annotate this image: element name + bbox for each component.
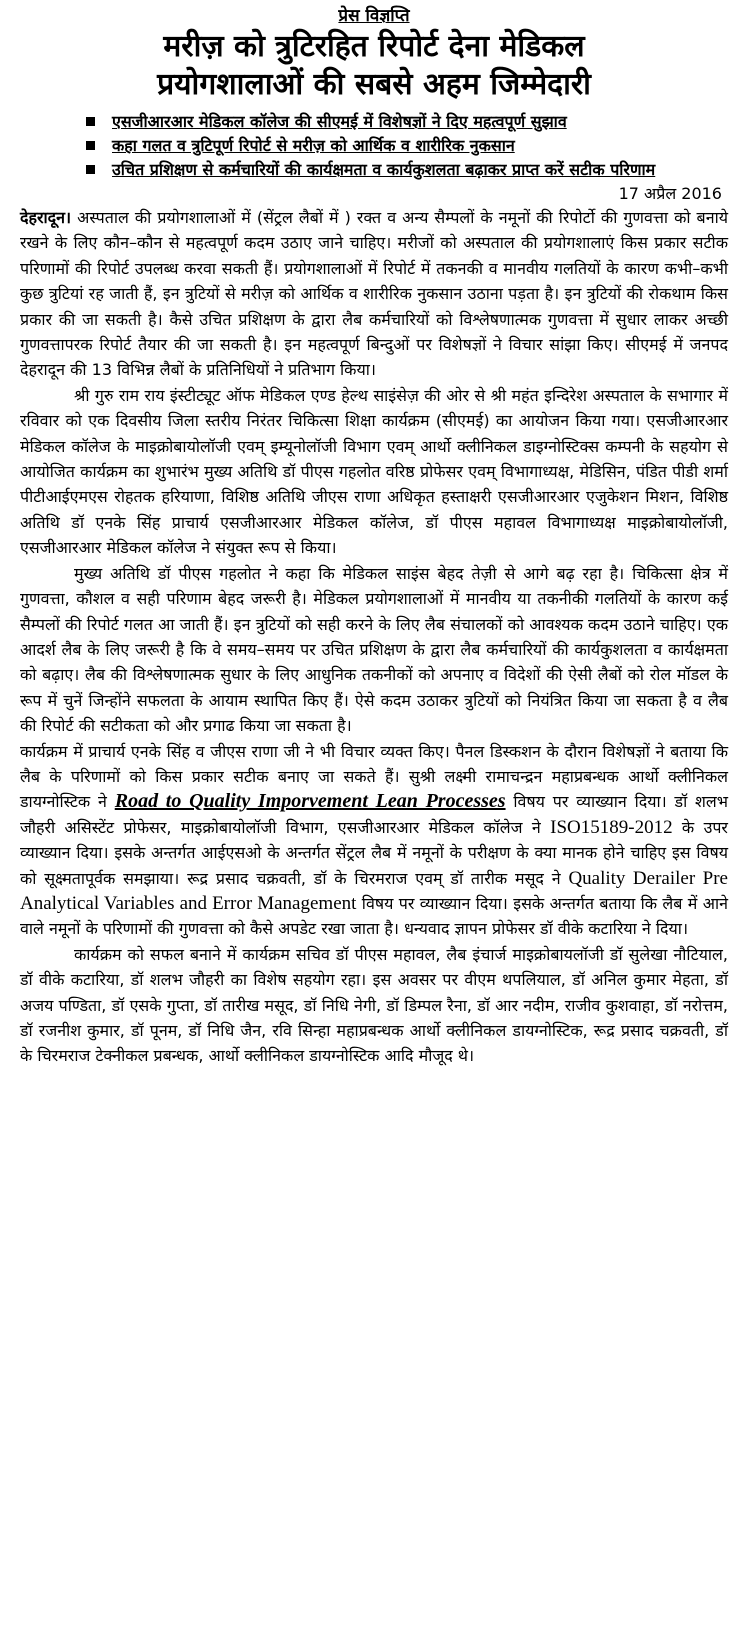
paragraph-2: श्री गुरु राम राय इंस्टीट्यूट ऑफ मेडिकल एण्ड हेल्थ साइंसेज़ की ओर से श्री महंत इन्दिरेश अस्पताल के सभागार में रविवार को एक दिवसीय जिला स्तरीय निरंतर चिकित्सा शिक्षा कार्यक्रम (सीएमई) का आयोजन किया गया। एसजीआरआर मेडिकल कॉलेज के माइक्रोबायोलॉजी एवम् इम्यूनोलॉजी विभाग एवम् आर्थो क्लीनिकल डाइग्नोस्टिक्स कम्पनी के सहयोग से आयोजित कार्यक्रम का शुभारंभ मुख्य अतिथि डॉ पीएस गहलोत वरिष्ठ प्रोफेसर एवम् विभागाध्यक्ष, मेडिसिन, पंडित पीडी शर्मा पीटीआईएमएस रोहतक हरियाणा, विशिष्ठ अतिथि जीएस राणा अधिकृत हस्ताक्षरी एसजीआरआर एजुकेशन मिशन, विशिष्ठ अतिथि डॉ एनके सिंह प्राचार्य एसजीआरआर मेडिकल कॉलेज, डॉ पीएस महावल विभागाध्यक्ष माइक्रोबायोलॉजी, एसजीआरआर मेडिकल कॉलेज ने संयुक्त रूप से किया। bbox=[20, 385, 728, 558]
paragraph-4-text-c: के उपर व्याख्यान दिया। इसके अन्तर्गत आईएसओ के अन्तर्गत सेंट्रल लैब में नमूनों के परीक्षण के क्या मानक होने चाहिए इस विषय को सूक्ष्मतापूर्वक समझाया। रूद्र प्रसाद चक्रवती, डॉ के चिरमराज एवम् डॉ तारीक मसूद ने bbox=[20, 817, 728, 888]
headline-line-2: प्रयोगशालाओं की सबसे अहम जिम्मेदारी bbox=[157, 67, 591, 102]
bullet-square-icon bbox=[86, 165, 95, 174]
highlight-item bbox=[112, 134, 728, 157]
paragraph-1-text: अस्पताल की प्रयोगशालाओं में (सेंट्रल लैबों में ) रक्त व अन्य सैम्पलों के नमूनों की रिपोर्टो की गुणवत्ता को बनाये रखने के लिए कौन–कौन से महत्वपूर्ण कदम उठाए जाने चाहिए। मरीजों को अस्पताल की प्रयोगशालाएं किस प्रकार सटीक परिणामों की रिपोर्ट उपलब्ध करवा सकती हैं। प्रयोगशालाओं में रिपोर्ट में तकनकी व मानवीय गलतियों के कारण कभी–कभी कुछ त्रुटियां रह जाती हैं, इन त्रुटियों से मरीज़ को आर्थिक व शारीरिक नुकसान उठाना पड़ता है। इन त्रुटियों की रोकथाम किस प्रकार की जा सकती है। कैसे उचित प्रशिक्षण के द्वारा लैब कर्मचारियों को विश्लेषणात्मक गुणवत्ता में सुधार लाकर अच्छी गुणवत्तापरक रिपोर्ट तैयार की जा सकती है। इन महत्वपूर्ण बिन्दुओं पर विशेषज्ञों ने विचार सांझा किए। सीएमई में जनपद देहरादून की 13 विभिन्न लैबों के प्रतिनिधियों ने प्रतिभाग किया। bbox=[20, 208, 728, 380]
dateline: देहरादून। bbox=[20, 208, 72, 227]
highlights-list bbox=[20, 110, 728, 181]
headline bbox=[20, 28, 728, 104]
paragraph-4 bbox=[20, 739, 728, 942]
release-date: 17 अप्रैल 2016 bbox=[618, 184, 722, 203]
lecture-title-quality-derailer: Quality Derailer Pre Analytical Variables and Error Management bbox=[20, 867, 728, 914]
lecture-title-lean: Road to Quality Imporvement Lean Processes bbox=[114, 790, 506, 813]
paragraph-1 bbox=[20, 205, 728, 383]
paragraph-4-text-d: विषय पर व्याख्यान दिया। इसके अन्तर्गत बताया कि लैब में आने वाले नमूनों के परिणामों की गुणवत्ता को कैसे अपडेट रखा जाता है। धन्यवाद ज्ञापन प्रोफेसर डॉ वीके कटारिया ने दिया। bbox=[20, 893, 729, 939]
headline-line-1: मरीज़ को त्रुटिरहित रिपोर्ट देना मेडिकल bbox=[163, 29, 585, 64]
paragraph-5: कार्यक्रम को सफल बनाने में कार्यक्रम सचिव डॉ पीएस महावल, लैब इंचार्ज माइक्रोबायलॉजी डॉ सुलेखा नौटियाल, डॉ वीके कटारिया, डॉ शलभ जौहरी का विशेष सहयोग रहा। इस अवसर पर वीएम थपलियाल, डॉ अनिल कुमार मेहता, डॉ अजय पण्डिता, डॉ एसके गुप्ता, डॉ तारीख मसूद, डॉ निधि नेगी, डॉ डिम्पल रैना, डॉ आर नदीम, राजीव कुशवाहा, डॉ नरोत्तम, डॉ रजनीश कुमार, डॉ पूनम, डॉ निधि जैन, रवि सिन्हा महाप्रबन्धक आर्थो क्लीनिकल डायग्नोस्टिक, रूद्र प्रसाद चक्रवती, डॉ के चिरमराज टेक्नीकल प्रबन्धक, आर्थो क्लीनिकल डायग्नोस्टिक आदि मौजूद थे। bbox=[20, 944, 728, 1066]
highlight-item bbox=[112, 158, 728, 181]
bullet-square-icon bbox=[86, 117, 95, 126]
press-release-kicker: प्रेस विज्ञप्ति bbox=[338, 6, 410, 26]
iso-standard: ISO15189-2012 bbox=[550, 816, 673, 838]
bullet-square-icon bbox=[86, 141, 95, 150]
paragraph-4-text-b: विषय पर व्याख्यान दिया। डॉ शलभ जौहरी असिस्टेंट प्रोफेसर, माइक्रोबायोलॉजी विभाग, एसजीआरआर मेडिकल कॉलेज ने bbox=[20, 792, 728, 837]
highlight-item bbox=[112, 110, 728, 133]
paragraph-4-text-a: कार्यक्रम में प्राचार्य एनके सिंह व जीएस राणा जी ने भी विचार व्यक्त किए। पैनल डिस्कशन के दौरान विशेषज्ञों ने बताया कि लैब के परिणामों को किस प्रकार सटीक बनाए जा सकते हैं। सुश्री लक्ष्मी रामाचन्द्रन महाप्रबन्धक आर्थो क्लीनिकल डायग्नोस्टिक ने bbox=[20, 741, 728, 812]
highlight-text: कहा गलत व त्रुटिपूर्ण रिपोर्ट से मरीज़ को आर्थिक व शारीरिक नुकसान bbox=[112, 136, 515, 155]
paragraph-3: मुख्य अतिथि डॉ पीएस गहलोत ने कहा कि मेडिकल साइंस बेहद तेज़ी से आगे बढ़ रहा है। चिकित्सा क्षेत्र में गुणवत्ता, कौशल व सही परिणाम बेहद जरूरी है। मेडिकल प्रयोगशालाओं में मानवीय या तकनीकी गलतियों के कारण कई सैम्पलों की रिपोर्ट गलत आ जाती हैं। इन त्रुटियों को सही करने के लिए लैब संचालकों को आवश्यक कदम उठाने चाहिए। एक आदर्श लैब के लिए जरूरी है कि वे समय–समय पर उचित प्रशिक्षण के द्वारा लैब कर्मचारियों की कार्यकुशलता व कार्यक्षमता को बढ़ाए। लैब की विश्लेषणात्मक सुधार के लिए आधुनिक तकनीकों को अपनाए व विदेशों की ऐसी लैबों को रोल मॉडल के रूप में चुनें जिन्होंने सफलता के आयाम स्थापित किए हैं। ऐसे कदम उठाकर त्रुटियों को नियंत्रित किया जा सकता है व लैब की रिपोर्ट की सटीकता को और प्रगाढ किया जा सकता है। bbox=[20, 563, 728, 736]
highlight-text: एसजीआरआर मेडिकल कॉलेज की सीएमई में विशेषज्ञों ने दिए महत्वपूर्ण सुझाव bbox=[112, 112, 567, 131]
highlight-text: उचित प्रशिक्षण से कर्मचारियों की कार्यक्षमता व कार्यकुशलता बढ़ाकर प्राप्त करें सटीक परिणाम bbox=[112, 160, 656, 179]
